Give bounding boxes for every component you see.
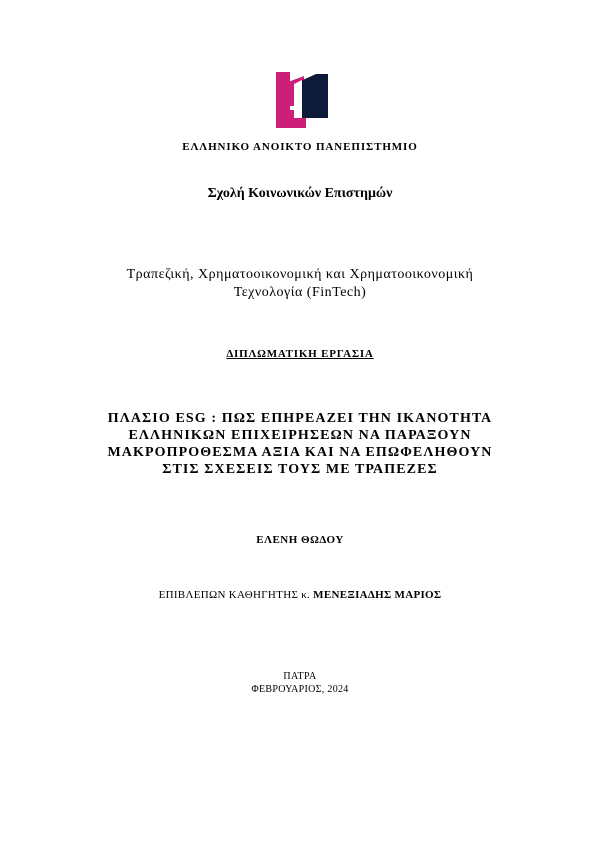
thesis-title [0,410,600,478]
title-line-4: ΣΤΙΣ ΣΧΕΣΕΙΣ ΤΟΥΣ ΜΕ ΤΡΑΠΕΖΕΣ [162,462,438,477]
date: ΦΕΒΡΟΥΑΡΙΟΣ, 2024 [251,684,349,695]
title-line-2: ΕΛΛΗΝΙΚΩΝ ΕΠΙΧΕΙΡΗΣΕΩΝ ΝΑ ΠΑΡΑΞΟΥΝ [128,428,472,443]
school-name: Σχολή Κοινωνικών Επιστημών [207,186,393,201]
program-line-1: Τραπεζική, Χρηματοοικονομική και Χρηματοοικονομική [126,267,474,282]
title-line-1: ΠΛΑΣΙΟ ESG : ΠΩΣ ΕΠΗΡΕΑΖΕΙ ΤΗΝ ΙΚΑΝΟΤΗΤΑ [107,411,493,426]
university-name: ΕΛΛΗΝΙΚΟ ΑΝΟΙΚΤΟ ΠΑΝΕΠΙΣΤΗΜΙΟ [182,141,418,153]
program-line-2: Τεχνολογία (FinTech) [233,285,367,300]
program-name [0,266,600,302]
title-line-3: ΜΑΚΡΟΠΡΟΘΕΣΜΑ ΑΞΙΑ ΚΑΙ ΝΑ ΕΠΩΦΕΛΗΘΟΥΝ [107,445,493,460]
author-name: ΕΛΕΝΗ ΘΩΔΟΥ [256,534,344,546]
supervisor [0,589,600,601]
university-logo-icon [276,72,328,128]
supervisor-name: ΜΕΝΕΞΙΑΔΗΣ ΜΑΡΙΟΣ [313,589,442,601]
city: ΠΑΤΡΑ [283,671,317,682]
supervisor-label: ΕΠΙΒΛΕΠΩΝ ΚΑΘΗΓΗΤΗΣ κ. [158,589,311,601]
thesis-type: ΔΙΠΛΩΜΑΤΙΚΗ ΕΡΓΑΣΙΑ [226,348,374,360]
